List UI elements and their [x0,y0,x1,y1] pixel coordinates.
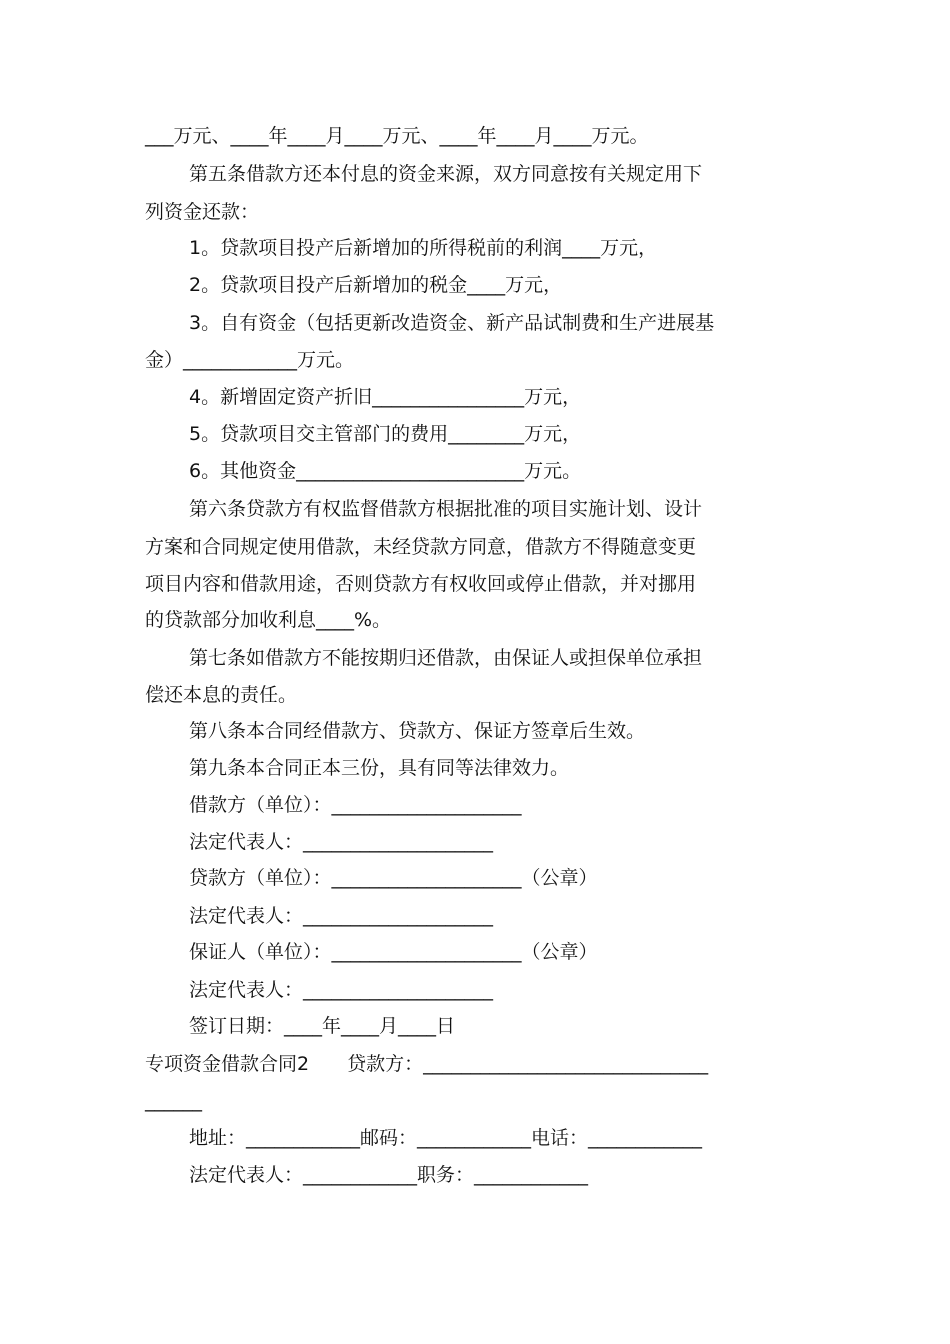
text-line: ___万元、____年____月____万元、____年____月____万元。 [145,125,649,147]
text-line: 金）____________万元。 [145,349,355,371]
representative-line: 法定代表人：____________职务：____________ [189,1164,589,1186]
signing-date: 签订日期：____年____月____日 [189,1015,456,1037]
text-line: 第五条借款方还本付息的资金来源，双方同意按有关规定用下 [189,163,703,185]
text-line: 第七条如借款方不能按期归还借款，由保证人或担保单位承担 [189,647,703,669]
text-line: 2。贷款项目投产后新增加的税金____万元， [189,274,563,296]
text-line: 第九条本合同正本三份，具有同等法律效力。 [189,757,570,779]
address-line: 地址：____________邮码：____________电话：____________ [189,1127,703,1149]
text-line: ______ [145,1090,202,1112]
text-line: 第六条贷款方有权监督借款方根据批准的项目实施计划、设计 [189,498,703,520]
section-heading: 专项资金借款合同2 贷款方：______________________________ [145,1053,709,1075]
signature-field-borrower: 借款方（单位）：____________________ [189,794,522,816]
text-line: 第八条本合同经借款方、贷款方、保证方签章后生效。 [189,720,646,742]
signature-field-representative: 法定代表人：____________________ [189,979,494,1001]
text-line: 4。新增固定资产折旧________________万元， [189,386,582,408]
signature-field-lender: 贷款方（单位）：____________________（公章） [189,867,598,889]
text-line: 列资金还款： [145,201,260,223]
text-line: 1。贷款项目投产后新增加的所得税前的利润____万元， [189,237,658,259]
text-line: 项目内容和借款用途，否则贷款方有权收回或停止借款，并对挪用 [145,573,697,595]
text-line: 方案和合同规定使用借款，未经贷款方同意，借款方不得随意变更 [145,536,697,558]
signature-field-representative: 法定代表人：____________________ [189,831,494,853]
text-line: 5。贷款项目交主管部门的费用________万元， [189,423,582,445]
signature-field-representative: 法定代表人：____________________ [189,905,494,927]
text-line: 的贷款部分加收利息____%。 [145,609,392,631]
text-line: 6。其他资金________________________万元。 [189,460,582,482]
signature-field-guarantor: 保证人（单位）：____________________（公章） [189,941,598,963]
text-line: 3。自有资金（包括更新改造资金、新产品试制费和生产进展基 [189,312,715,334]
text-line: 偿还本息的责任。 [145,684,298,706]
